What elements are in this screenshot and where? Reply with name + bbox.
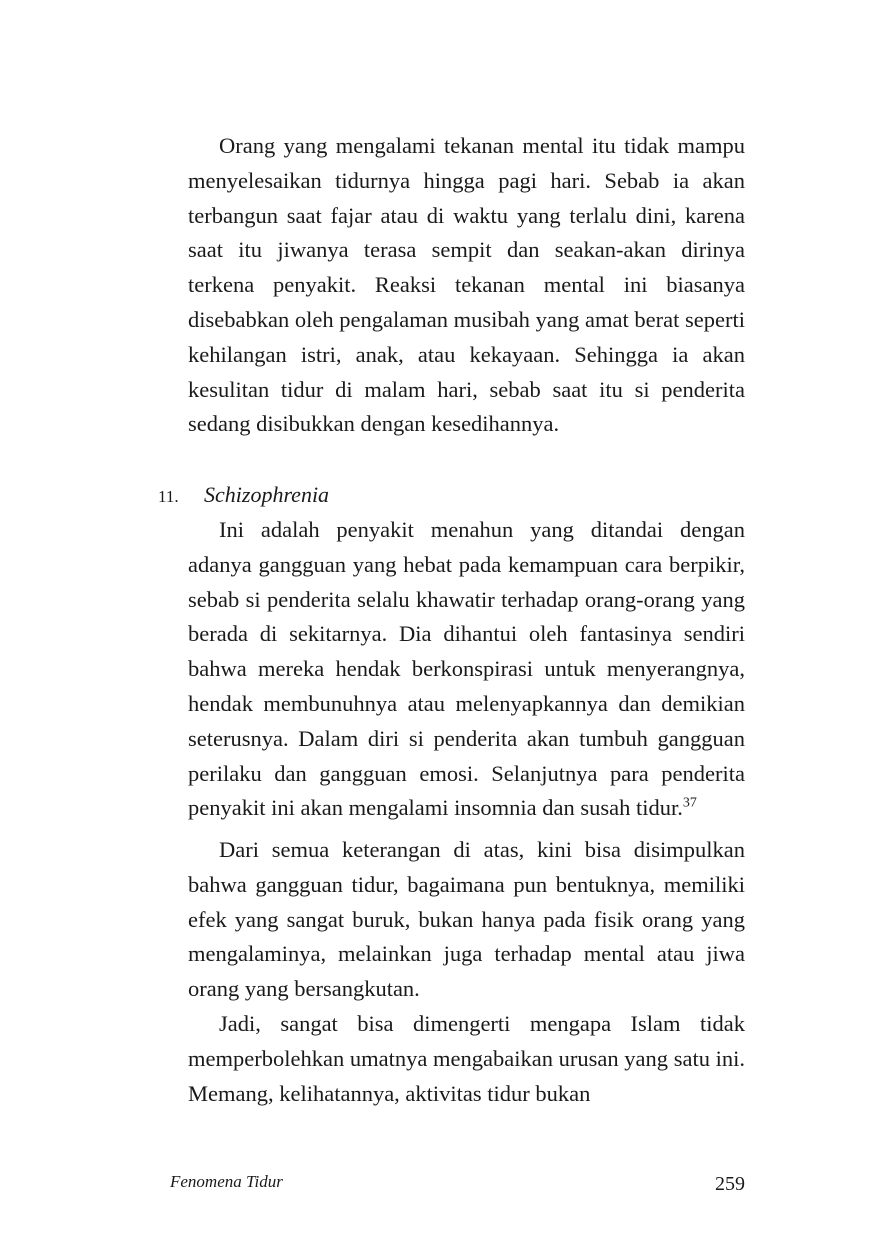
paragraph-schizophrenia (188, 513, 745, 826)
paragraph-islam: Jadi, sangat bisa dimengerti mengapa Islam tidak memperbolehkan umatnya mengabaikan urusan yang satu ini. Memang, kelihatannya, aktivitas tidur bukan (188, 1010, 745, 1106)
section-title: Schizophrenia (204, 482, 330, 507)
running-footer-title: Fenomena Tidur (170, 1172, 283, 1191)
section-heading (158, 478, 329, 514)
paragraph-mental-pressure: Orang yang mengalami tekanan mental itu tidak mampu menyelesaikan tidurnya hingga pagi hari. Sebab ia akan terbangun saat fajar atau di waktu yang terlalu dini, karena saat itu jiwanya terasa sempit dan seakan-akan dirinya terkena penyakit. Reaksi tekanan mental ini biasanya disebabkan oleh pengalaman musibah yang amat berat seperti kehilangan istri, anak, atau kekayaan. Sehingga ia akan kesulitan tidur di malam hari, sebab saat itu si penderita sedang disibukkan dengan kesedihannya. (188, 133, 745, 437)
section-number: 11. (158, 487, 179, 506)
paragraph-schizophrenia-text: Ini adalah penyakit menahun yang ditandai dengan adanya gangguan yang hebat pada kemampuan cara berpikir, sebab si penderita selalu khawatir terhadap orang-orang yang berada di sekitarnya. Dia dihantui oleh fantasinya sendiri bahwa mereka hendak berkonspirasi untuk menyerangnya, hendak membunuhnya atau melenyapkannya dan demikian seterusnya. Dalam diri si penderita akan tumbuh gangguan perilaku dan gangguan emosi. Selanjutnya para penderita penyakit ini akan mengalami insomnia dan susah tidur. (188, 517, 745, 821)
paragraph-conclusion: Dari semua keterangan di atas, kini bisa disimpulkan bahwa gangguan tidur, bagaimana pun bentuknya, memiliki efek yang sangat buruk, bukan hanya pada fisik orang yang mengalaminya, melainkan juga terhadap mental atau jiwa orang yang bersangkutan. (188, 837, 745, 1002)
text-block-depression (188, 129, 745, 442)
footnote-marker: 37 (682, 795, 697, 811)
text-block-conclusion (188, 833, 745, 1111)
text-block-schizophrenia (188, 513, 745, 826)
page-number: 259 (715, 1173, 745, 1195)
